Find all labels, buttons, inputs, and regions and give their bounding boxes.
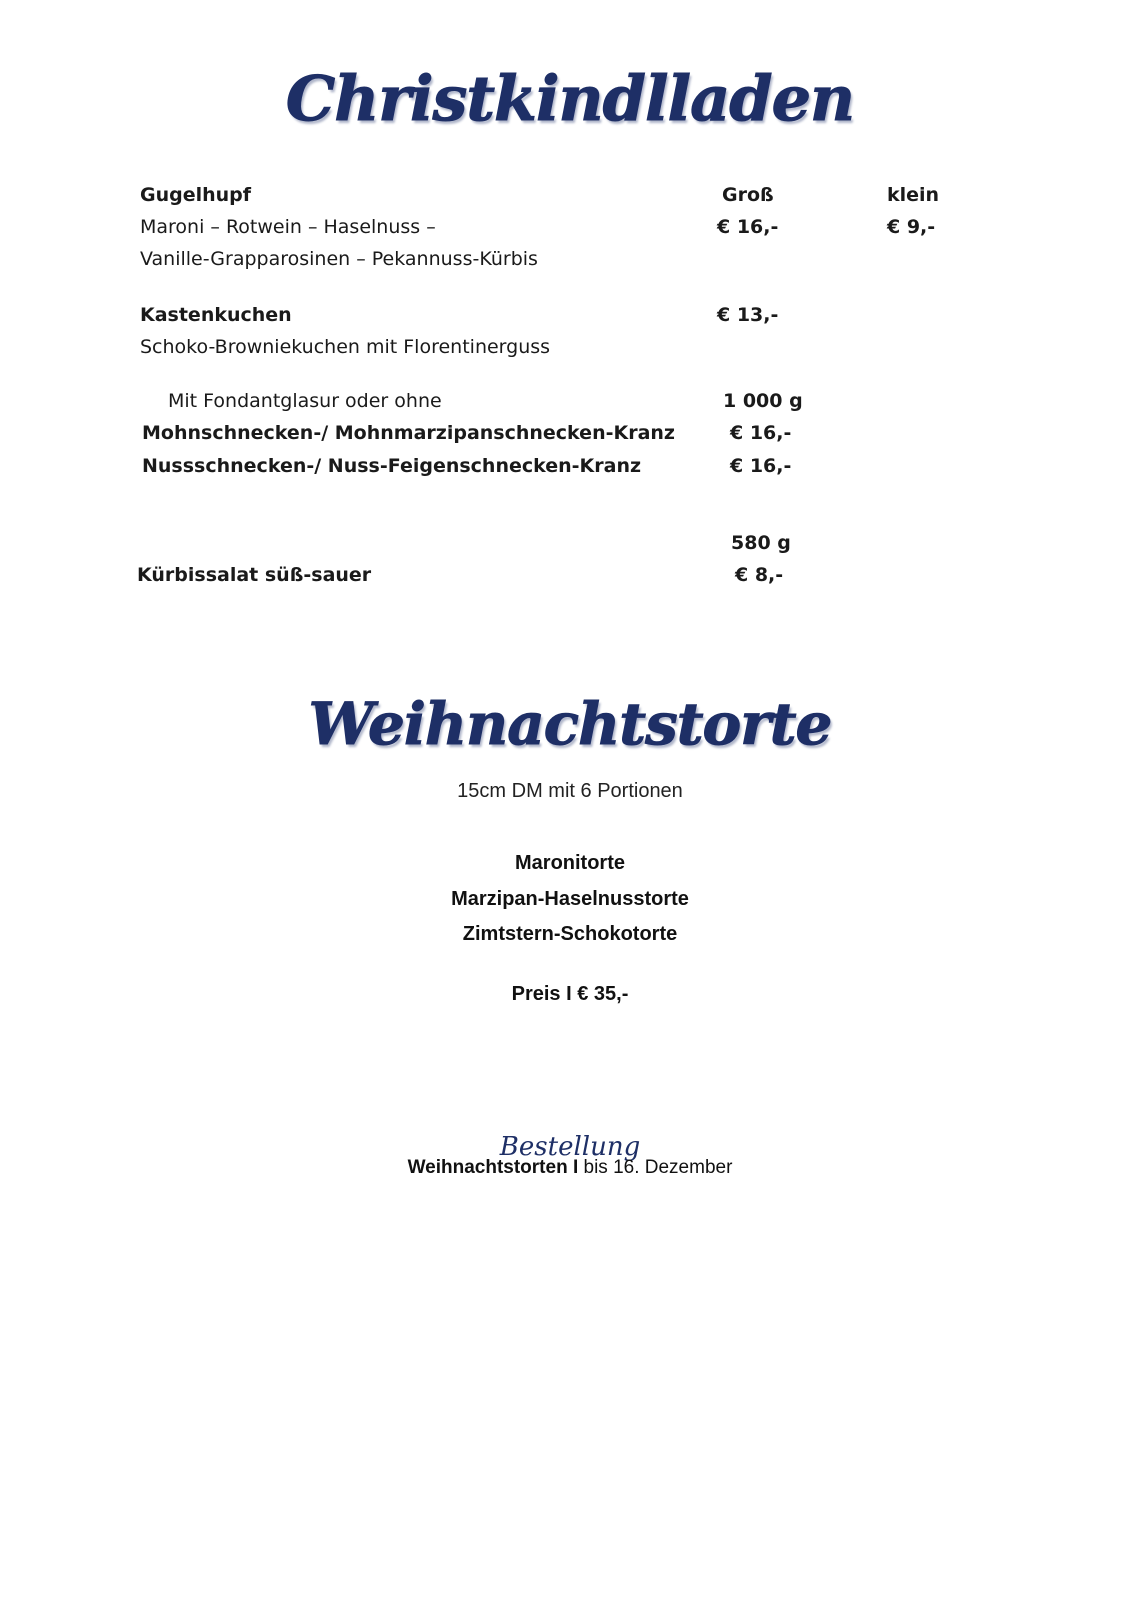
christkindlladen-title: Christkindlladen (285, 62, 855, 135)
torte-zimtstern-schoko: Zimtstern-Schokotorte (462, 923, 678, 945)
col-gross-header: Groß (722, 184, 774, 206)
kastenkuchen-heading: Kastenkuchen (140, 304, 292, 326)
torte-price: Preis I € 35,- (511, 983, 629, 1005)
kranz-item-nuss-price: € 16,- (730, 455, 792, 477)
gugelhupf-flavors-line1: Maroni – Rotwein – Haselnuss – (140, 216, 436, 238)
kuerbis-weight: 580 g (731, 532, 791, 554)
gugelhupf-flavors-line2: Vanille-Grapparosinen – Pekannuss-Kürbis (140, 248, 538, 270)
weihnachtstorte-title: Weihnachtstorte (308, 690, 832, 758)
kastenkuchen-description: Schoko-Browniekuchen mit Florentinerguss (140, 336, 551, 358)
kuerbissalat-name: Kürbissalat süß-sauer (137, 564, 372, 586)
bestellung-heading: Bestellung (499, 1132, 641, 1162)
kranz-item-mohn-price: € 16,- (730, 422, 792, 444)
bestellung-deadline-line (0, 1157, 1140, 1179)
bestellung-deadline: bis 16. Dezember (583, 1157, 733, 1178)
kranz-item-mohn: Mohnschnecken-/ Mohnmarzipanschnecken-Kranz (142, 422, 675, 444)
gugelhupf-price-gross: € 16,- (717, 216, 779, 238)
torte-marzipan-haselnuss: Marzipan-Haselnusstorte (451, 888, 689, 910)
kuerbissalat-price: € 8,- (735, 564, 784, 586)
kranz-weight: 1 000 g (723, 390, 803, 412)
torte-size-subtitle: 15cm DM mit 6 Portionen (457, 780, 683, 802)
kranz-item-nuss: Nussschnecken-/ Nuss-Feigenschnecken-Kranz (142, 455, 642, 477)
kastenkuchen-price: € 13,- (717, 304, 779, 326)
torte-maronitorte: Maronitorte (515, 852, 625, 874)
gugelhupf-heading: Gugelhupf (140, 184, 252, 206)
kranz-glaze-note: Mit Fondantglasur oder ohne (168, 390, 442, 412)
bestellung-label: Weihnachtstorten I (407, 1157, 579, 1178)
gugelhupf-price-klein: € 9,- (887, 216, 936, 238)
col-klein-header: klein (887, 184, 940, 206)
